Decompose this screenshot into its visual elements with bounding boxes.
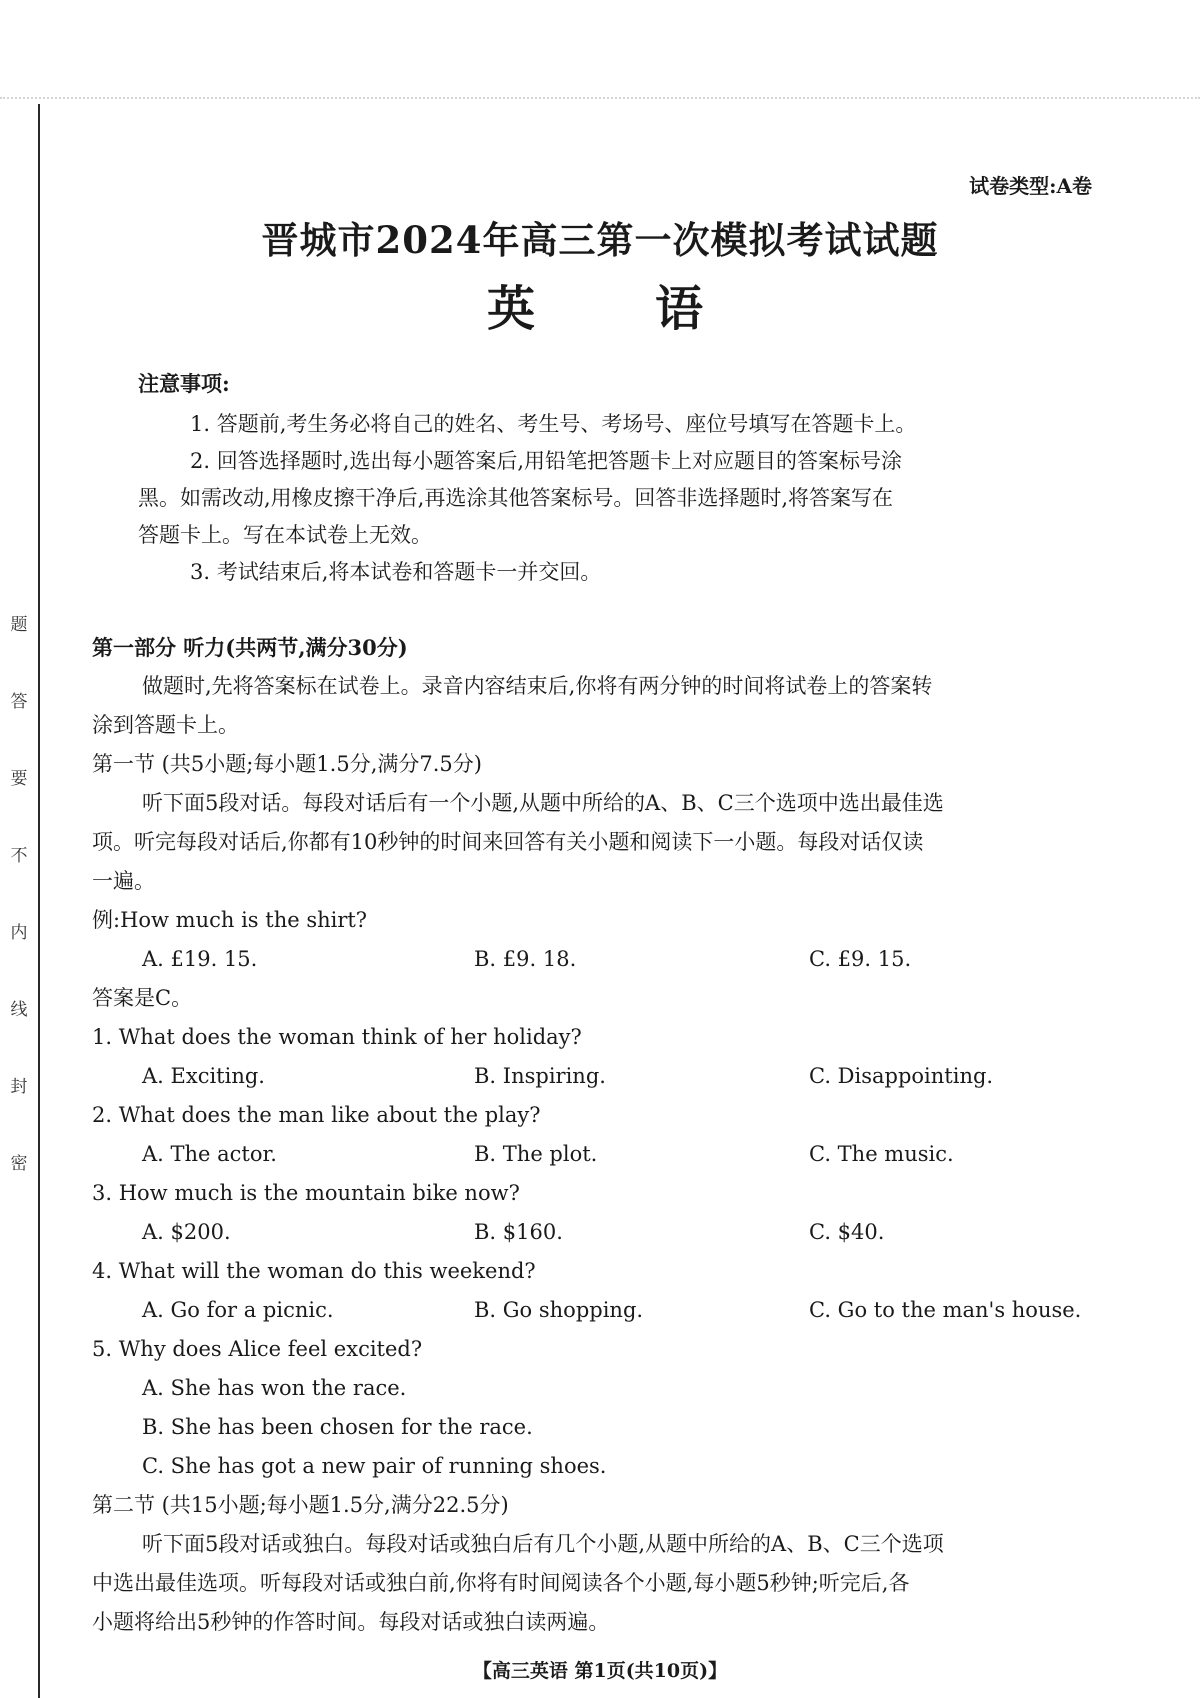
binding-char: 题 (10, 615, 28, 635)
section1-instructions-cont: 一遍。 (92, 869, 155, 893)
subject-title: 英语 (486, 281, 823, 337)
notice-heading: 注意事项: (138, 371, 230, 396)
page-footer: 【高三英语 第1页(共10页)】 (472, 1660, 728, 1682)
section1-instructions: 听下面5段对话。每段对话后有一个小题,从题中所给的A、B、C三个选项中选出最佳选 (142, 791, 944, 815)
option-a: A. Exciting. (142, 1064, 265, 1088)
part1-heading: 第一部分 听力(共两节,满分30分) (92, 635, 408, 660)
example-answer: 答案是C。 (92, 986, 193, 1010)
section2-instructions: 听下面5段对话或独白。每段对话或独白后有几个小题,从题中所给的A、B、C三个选项 (142, 1532, 944, 1556)
option-b: B. $160. (474, 1220, 563, 1244)
section1-instructions-cont: 项。听完每段对话后,你都有10秒钟的时间来回答有关小题和阅读下一小题。每段对话仅读 (92, 830, 924, 854)
notice-item-cont: 答题卡上。写在本试卷上无效。 (138, 523, 432, 547)
option-a: A. £19. 15. (142, 947, 258, 971)
option-c: C. £9. 15. (809, 947, 912, 971)
question-1-options (92, 1057, 1112, 1096)
question-2-options (92, 1135, 1112, 1174)
option-a: A. The actor. (142, 1142, 277, 1166)
binding-char: 不 (10, 846, 28, 866)
page-title: 晋城市2024年高三第一次模拟考试试题 (261, 218, 939, 262)
binding-char: 内 (10, 923, 28, 943)
question-1: 1. What does the woman think of her holiday? (92, 1025, 582, 1049)
section1-heading: 第一节 (共5小题;每小题1.5分,满分7.5分) (92, 752, 482, 776)
scan-top-margin (0, 0, 1200, 99)
notice-section (138, 368, 1078, 591)
notice-item: 1. 答题前,考生务必将自己的姓名、考生号、考场号、座位号填写在答题卡上。 (190, 412, 917, 436)
binding-char: 答 (10, 692, 28, 712)
option-b: B. Go shopping. (474, 1298, 644, 1322)
question-5: 5. Why does Alice feel excited? (92, 1337, 423, 1361)
question-4-options (92, 1291, 1112, 1330)
example-question: 例:How much is the shirt? (92, 908, 368, 932)
binding-char: 密 (10, 1154, 28, 1174)
binding-line (38, 104, 40, 1698)
option-b: B. The plot. (474, 1142, 598, 1166)
binding-char: 线 (10, 1000, 28, 1020)
notice-item: 3. 考试结束后,将本试卷和答题卡一并交回。 (190, 560, 602, 584)
listening-part (92, 628, 1112, 1642)
binding-char: 要 (10, 769, 28, 789)
binding-char: 封 (10, 1077, 28, 1097)
question-4: 4. What will the woman do this weekend? (92, 1259, 536, 1283)
notice-item-cont: 黑。如需改动,用橡皮擦干净后,再选涂其他答案标号。回答非选择题时,将答案写在 (138, 486, 894, 510)
part1-intro: 做题时,先将答案标在试卷上。录音内容结束后,你将有两分钟的时间将试卷上的答案转 (142, 674, 933, 698)
option-c: C. She has got a new pair of running shoes. (142, 1454, 607, 1478)
example-options (92, 940, 1112, 979)
section2-instructions-cont: 中选出最佳选项。听每段对话或独白前,你将有时间阅读各个小题,每小题5秒钟;听完后,各 (92, 1571, 910, 1595)
option-c: C. Go to the man's house. (809, 1298, 1082, 1322)
question-2: 2. What does the man like about the play? (92, 1103, 541, 1127)
option-c: C. Disappointing. (809, 1064, 994, 1088)
section2-heading: 第二节 (共15小题;每小题1.5分,满分22.5分) (92, 1493, 509, 1517)
part1-intro-cont: 涂到答题卡上。 (92, 713, 239, 737)
option-a: A. $200. (142, 1220, 231, 1244)
exam-type-label: 试卷类型:A卷 (969, 174, 1092, 198)
section2-instructions-cont: 小题将给出5秒钟的作答时间。每段对话或独白读两遍。 (92, 1610, 610, 1634)
option-c: C. The music. (809, 1142, 954, 1166)
notice-item: 2. 回答选择题时,选出每小题答案后,用铅笔把答题卡上对应题目的答案标号涂 (190, 449, 903, 473)
question-3-options (92, 1213, 1112, 1252)
option-a: A. Go for a picnic. (142, 1298, 334, 1322)
option-b: B. Inspiring. (474, 1064, 606, 1088)
option-c: C. $40. (809, 1220, 885, 1244)
binding-margin-text (8, 610, 30, 1174)
option-b: B. She has been chosen for the race. (142, 1415, 533, 1439)
question-3: 3. How much is the mountain bike now? (92, 1181, 520, 1205)
option-a: A. She has won the race. (142, 1376, 407, 1400)
option-b: B. £9. 18. (474, 947, 577, 971)
